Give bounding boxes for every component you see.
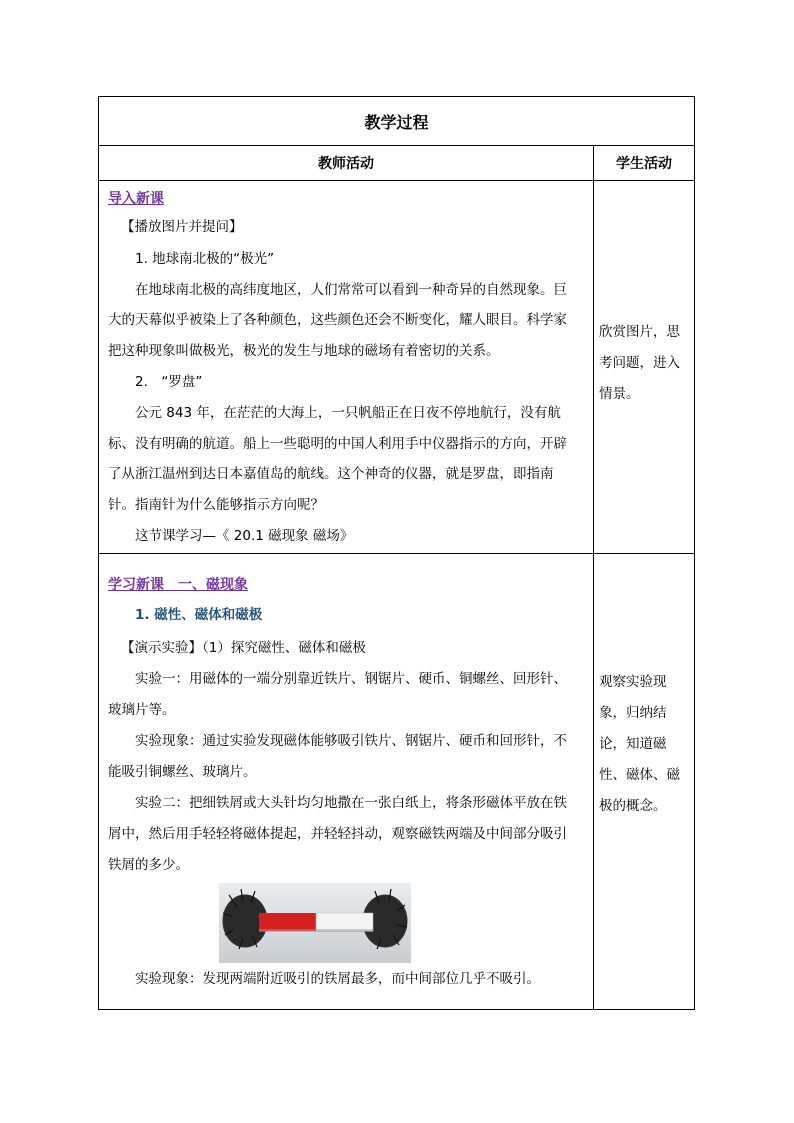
text-line: 把这种现象叫做极光，极光的发生与地球的磁场有着密切的关系。 [108,343,500,359]
header-student-activity: 学生活动 [616,156,672,172]
header-teacher-activity: 教师活动 [318,156,374,172]
text-line: 实验现象：通过实验发现磁体能够吸引铁片、钢锯片、硬币和回形针，不 [135,733,567,749]
text-line: 实验二：把细铁屑或大头针均匀地撒在一张白纸上，将条形磁体平放在铁 [135,795,567,811]
text-line: 【演示实验】（1）探究磁性、磁体和磁极 [121,640,366,656]
student-activity-row2: 观察实验现 象，归纳结 论，知道磁 性、磁体、磁 极的概念。 [599,674,680,814]
text-line: 实验现象：发现两端附近吸引的铁屑最多，而中间部位几乎不吸引。 [135,971,540,987]
text-line: 标、没有明确的航道。船上一些聪明的中国人利用手中仪器指示的方向，开辟 [108,436,567,452]
text-line: 2. “罗盘” [135,374,203,390]
text-line: 了从浙江温州到达日本嘉值岛的航线。这个神奇的仪器，就是罗盘，即指南 [108,466,554,482]
text-line: 屑中，然后用手轻轻将磁体提起，并轻轻抖动，观察磁铁两端及中间部分吸引 [108,826,567,842]
teaching-process-table [98,96,695,1010]
text-line: 公元 843 年，在茫茫的大海上，一只帆船正在日夜不停地航行，没有航 [135,405,561,421]
divider [99,553,694,554]
text-line: 针。指南针为什么能够指示方向呢？ [108,497,324,513]
column-divider [593,145,594,1009]
text-line: 在地球南北极的高纬度地区，人们常常可以看到一种奇异的自然现象。巨 [135,282,567,298]
section-title-new-lesson: 学习新课 一、磁现象 [108,577,248,593]
text-line: 大的天幕似乎被染上了各种颜色，这些颜色还会不断变化，耀人眼目。科学家 [108,312,567,328]
text-line: 铁屑的多少。 [108,857,189,873]
text-line: 实验一：用磁体的一端分别靠近铁片、钢锯片、硬币、铜螺丝、回形针、 [135,671,567,687]
table-title: 教学过程 [364,112,429,132]
text-line: 这节课学习—《 20.1 磁现象 磁场》 [135,528,354,544]
section-title-intro: 导入新课 [108,191,164,207]
text-line: 【播放图片并提问】 [121,219,243,235]
bar-magnet-iron-filings-image [219,883,411,963]
text-line: 能吸引铜螺丝、玻璃片。 [108,764,257,780]
subsection-title: 1. 磁性、磁体和磁极 [135,607,263,623]
text-line: 玻璃片等。 [108,702,176,718]
student-activity-row1: 欣赏图片，思 考问题，进入 情景。 [599,324,680,402]
divider [99,180,694,181]
text-line: 1. 地球南北极的“极光” [135,251,275,267]
